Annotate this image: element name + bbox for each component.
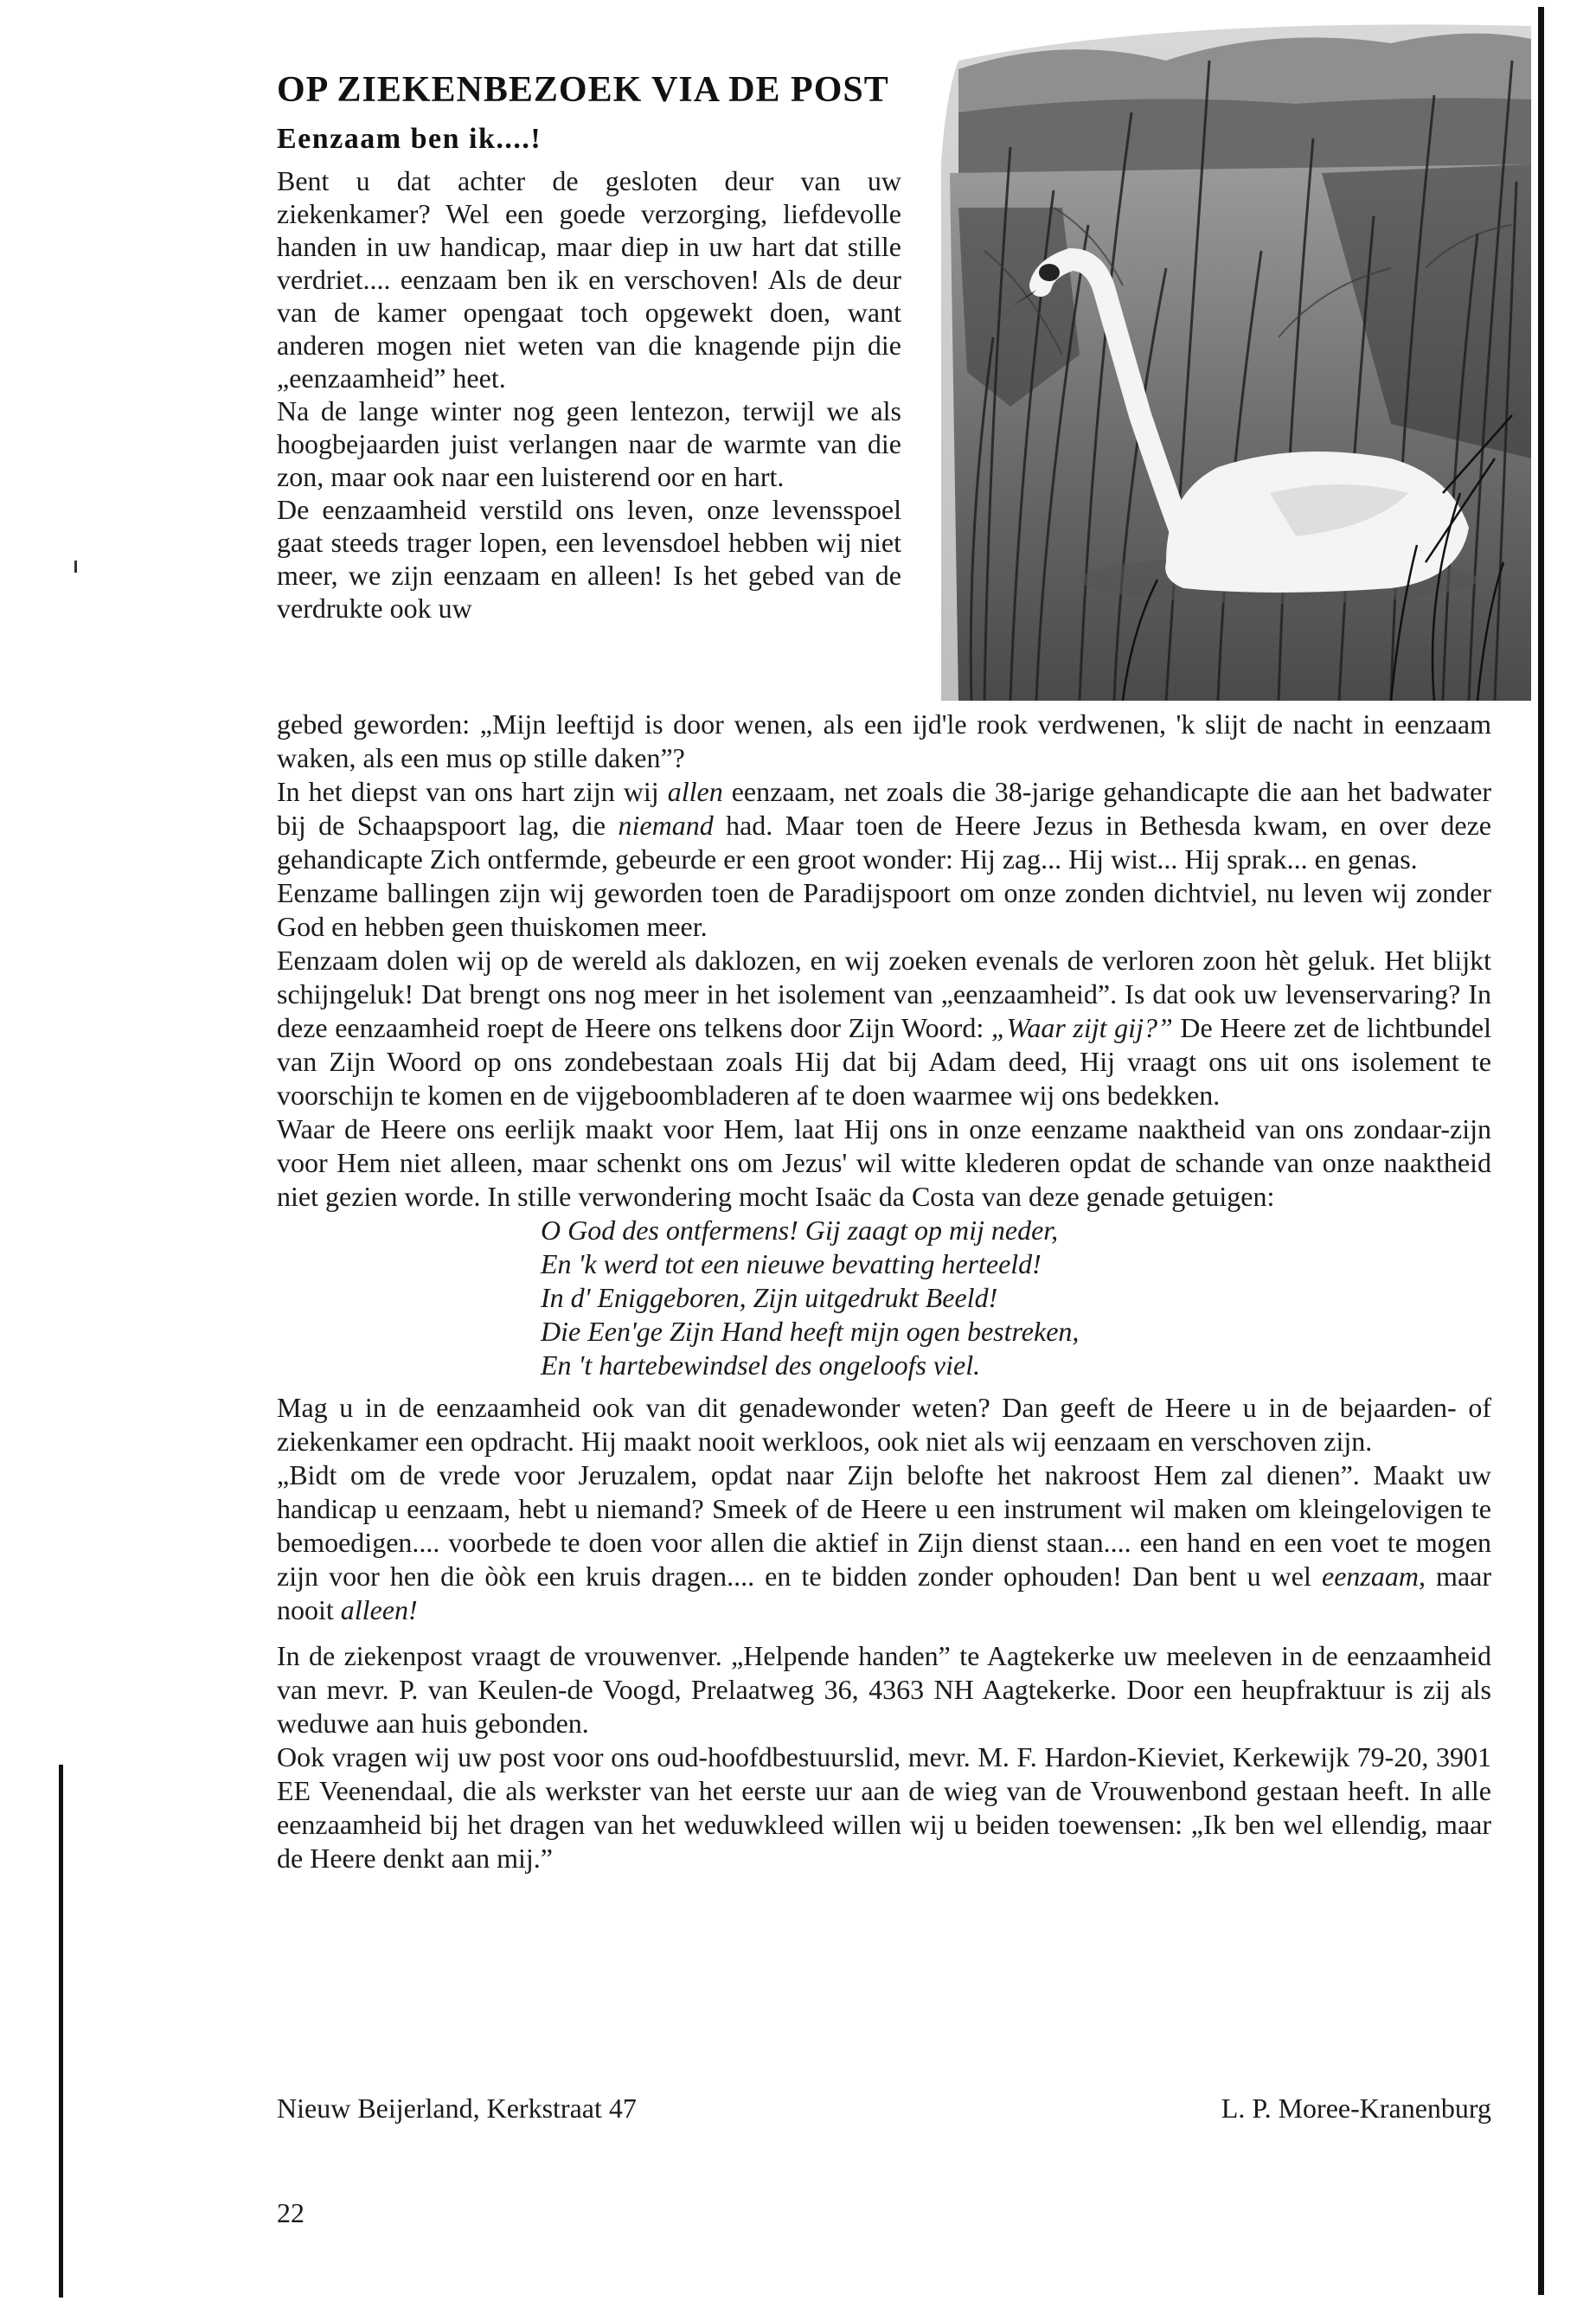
paragraph-3-start: De eenzaamheid verstild ons leven, onze levensspoel gaat steeds trager lopen, een levensdoel hebben wij niet meer, we zijn eenzaam en alleen! Is het gebed van de verdrukte ook uw (277, 494, 901, 624)
paragraph-9: „Bidt om de vrede voor Jeruzalem, opdat naar Zijn belofte het nakroost Hem zal dienen”. Maakt uw handicap u eenzaam, hebt u niemand? Smeek of de Heere u een instrument wil maken om kleingelovigen te bemoedigen.... voorbede te doen voor allen die aktief in Zijn dienst staan.... een hand en een voet te mogen zijn voor hen die òòk een kruis dragen.... en te bidden zonder ophouden! Dan bent u wel eenzaam, maar nooit alleen! (277, 1459, 1492, 1625)
author-address: Nieuw Beijerland, Kerkstraat 47 (277, 2093, 637, 2124)
paragraph-11: Ook vragen wij uw post voor ons oud-hoofdbestuurslid, mevr. M. F. Hardon-Kieviet, Kerkewijk 79-20, 3901 EE Veenendaal, die als werkster van het eerste uur aan de wieg van de Vrouwenbond gestaan heeft. In alle eenzaamheid bij het dragen van het weduwkleed willen wij u beiden toewensen: „Ik ben wel ellendig, maar de Heere denkt aan mij.” (277, 1741, 1491, 1874)
emphasis-niemand: niemand (618, 810, 714, 841)
page-number: 22 (277, 2197, 304, 2228)
poem-line: Die Een'ge Zijn Hand heeft mijn ogen bestreken, (541, 1316, 1080, 1347)
paragraph-5: Eenzame ballingen zijn wij geworden toen de Paradijspoort om onze zonden dichtviel, nu leven wij zonder God en hebben geen thuiskomen meer. (277, 877, 1491, 942)
poem-line: In d' Eniggeboren, Zijn uitgedrukt Beeld! (541, 1282, 998, 1313)
paragraph-6: Eenzaam dolen wij op de wereld als daklozen, en wij zoeken evenals de verloren zoon hèt geluk. Het blijkt schijngeluk! Dat brengt ons nog meer in het isolement van „eenzaamheid”. Is dat ook uw levenservaring? In deze eenzaamheid roept de Heere ons telkens door Zijn Woord: „Waar zijt gij?” De Heere zet de lichtbundel van Zijn Woord op ons zondebestaan zoals Hij dat bij Adam deed, Hij vraagt ons uit ons isolement te voorschijn te komen en de vijgeboombladeren af te doen waarmee wij ons bedekken. (277, 945, 1492, 1111)
intro-column (277, 164, 901, 625)
article-body (277, 708, 1491, 1875)
emphasis-allen: allen (667, 776, 723, 807)
author-name: L. P. Moree-Kranenburg (1221, 2093, 1491, 2124)
swan-in-reeds-photo (907, 9, 1531, 701)
poem-line: En 'k werd tot een nieuwe bevatting herteeld! (541, 1248, 1042, 1279)
paragraph-1: Bent u dat achter de gesloten deur van uw ziekenkamer? Wel een goede verzorging, liefdevolle handen in uw handicap, maar diep in uw hart dat stille verdriet.... eenzaam ben ik en verschoven! Als de deur van de kamer opengaat toch opgewekt doen, want anderen mogen niet weten van die knagende pijn die „eenzaamheid” heet. (277, 165, 901, 394)
poem-line: O God des ontfermens! Gij zaagt op mij neder, (541, 1215, 1059, 1246)
paragraph-7: Waar de Heere ons eerlijk maakt voor Hem, laat Hij ons in onze eenzame naaktheid van ons zondaar-zijn voor Hem niet alleen, maar schenkt ons om Jezus' wil witte klederen opdat de schande van onze naaktheid niet gezien worde. In stille verwondering mocht Isaäc da Costa van deze genade getuigen: (277, 1113, 1491, 1212)
paragraph-4: In het diepst van ons hart zijn wij allen eenzaam, net zoals die 38-jarige gehandicapte die aan het badwater bij de Schaapspoort lag, die niemand had. Maar toen de Heere Jezus in Bethesda kwam, en over deze gehandicapte Zich ontfermde, gebeurde er een groot wonder: Hij zag... Hij wist... Hij sprak... en genas. (277, 776, 1492, 875)
poem-line: En 't hartebewindsel des ongeloofs viel. (541, 1349, 981, 1381)
emphasis-waar-zijt-gij: „Waar zijt gij?” (990, 1012, 1173, 1043)
emphasis-eenzaam: eenzaam, (1321, 1561, 1426, 1592)
paragraph-8: Mag u in de eenzaamheid ook van dit genadewonder weten? Dan geeft de Heere u in de bejaarden- of ziekenkamer een opdracht. Hij maakt nooit werkloos, ook niet als wij eenzaam en verschoven zijn. (277, 1392, 1491, 1457)
signature-line (277, 2092, 1491, 2125)
article-title: OP ZIEKENBEZOEK VIA DE POST (277, 70, 889, 110)
scan-edge-left (59, 1765, 63, 2298)
da-costa-poem (541, 1214, 1491, 1382)
paragraph-10: In de ziekenpost vraagt de vrouwenver. „Helpende handen” te Aagtekerke uw meeleven in de eenzaamheid van mevr. P. van Keulen-de Voogd, Prelaatweg 36, 4363 NH Aagtekerke. Door een heupfraktuur is zij als weduwe aan huis gebonden. (277, 1640, 1491, 1739)
emphasis-alleen: alleen! (340, 1594, 418, 1625)
paragraph-3-end: gebed geworden: „Mijn leeftijd is door wenen, als een ijd'le rook verdwenen, 'k slijt de nacht in eenzaam waken, als een mus op stille daken”? (277, 708, 1491, 773)
paragraph-2: Na de lange winter nog geen lentezon, terwijl we als hoogbejaarden juist verlangen naar de warmte van die zon, maar ook naar een luisterend oor en hart. (277, 395, 901, 492)
scan-speck (74, 561, 77, 573)
scan-edge-right (1538, 7, 1544, 2295)
article-subtitle: Eenzaam ben ik....! (277, 123, 542, 155)
